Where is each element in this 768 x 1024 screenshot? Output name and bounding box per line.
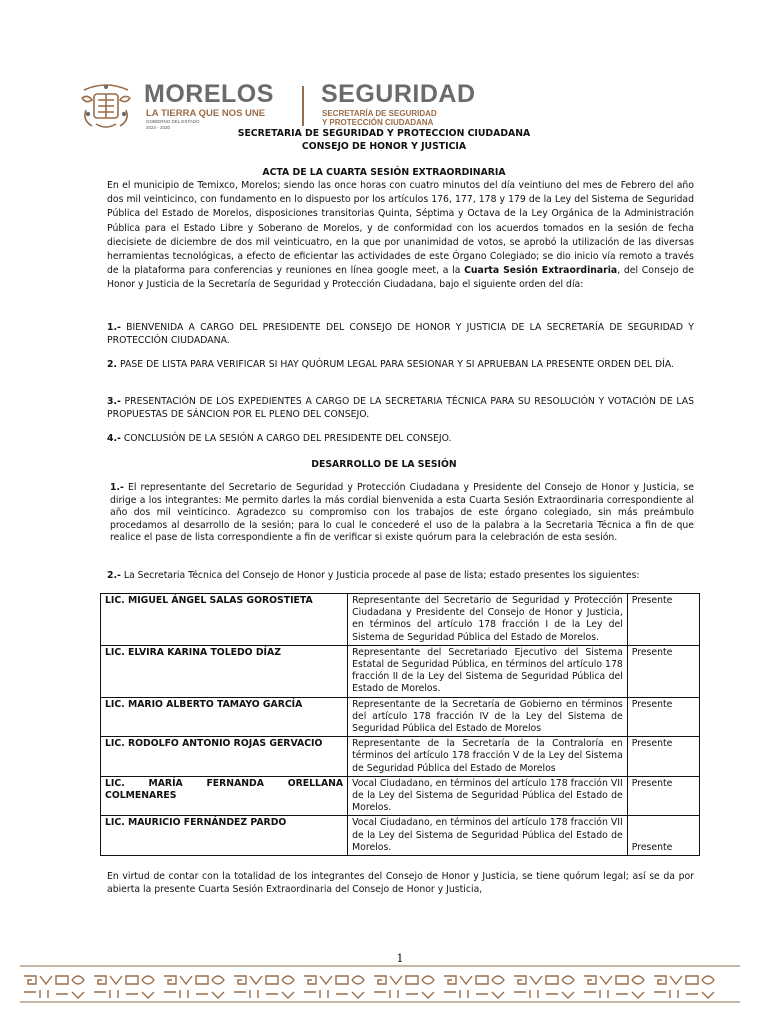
header-divider — [302, 86, 304, 126]
attendee-role: Vocal Ciudadano, en términos del artículo 178 fracción VII de la Ley del Sistema de Seguridad Pública del Estado de Morelos. — [348, 816, 628, 856]
morelos-tagline: LA TIERRA QUE NOS UNE — [146, 108, 266, 119]
seguridad-subtitle: SECRETARÍA DE SEGURIDAD Y PROTECCIÓN CIUDADANA — [322, 109, 437, 127]
seguridad-wordmark: SEGURIDAD — [321, 80, 476, 108]
closing-paragraph: En virtud de contar con la totalidad de los integrantes del Consejo de Honor y Justicia, se tiene quórum legal; así se da por abierta la presente Cuarta Sesión Extraordinaria del Consejo de Honor y Justicia, — [107, 871, 694, 895]
table-row — [101, 737, 700, 777]
attendee-name: LIC. ELVIRA KARINA TOLEDO DÍAZ — [101, 645, 348, 697]
agenda-item-1: 1.- BIENVENIDA A CARGO DEL PRESIDENTE DEL CONSEJO DE HONOR Y JUSTICIA DE LA SECRETARÍA DE SEGURIDAD Y PROTECCIÓN CIUDADANA. — [107, 322, 694, 346]
agenda-item-2: 2. PASE DE LISTA PARA VERIFICAR SI HAY QUÓRUM LEGAL PARA SESIONAR Y SI APRUEBAN LA PRESENTE ORDEN DEL DÍA. — [107, 359, 675, 370]
desarrollo-point-2: 2.- La Secretaria Técnica del Consejo de Honor y Justicia procede al pase de lista; estado presentes los siguientes: — [107, 570, 640, 581]
intro-bold-session: Cuarta Sesión Extraordinaria — [464, 265, 618, 277]
desarrollo-point-1: 1.- El representante del Secretario de Seguridad y Protección Ciudadana y Presidente del Consejo de Honor y Justicia, se dirige a los integrantes: Me permito darles la más cordial bienvenida a esta Cuarta Sesión Extraordinaria correspondiente al año dos mil veinticinco. Agradezco su compromiso con los trabajos de este órgano colegiado, sin más preámbulo procedamos al desarrollo de la sesión; para lo cual le concederé el uso de la palabra a la Secretaria Técnica a fin de que realice el pase de lista correspondiente a fin de verificar si existe quórum para la celebración de esta sesión. — [110, 482, 694, 544]
attendee-status: Presente — [627, 645, 699, 697]
attendee-status: Presente — [627, 776, 699, 816]
morelos-seal-logo — [78, 80, 134, 132]
attendee-status: Presente — [627, 816, 699, 856]
attendee-status: Presente — [627, 697, 699, 737]
table-row — [101, 645, 700, 697]
attendee-name: LIC. MIGUEL ÁNGEL SALAS GOROSTIETA — [101, 594, 348, 646]
desarrollo-title: DESARROLLO DE LA SESIÓN — [311, 459, 457, 470]
agenda-item-3: 3.- PRESENTACIÓN DE LOS EXPEDIENTES A CARGO DE LA SECRETARIA TÉCNICA PARA SU RESOLUCIÓN Y VOTACIÓN DE LAS PROPUESTAS DE SÁNCION POR EL PLENO DEL CONSEJO. — [107, 396, 694, 420]
decorative-footer-border — [20, 964, 740, 1004]
acta-title: ACTA DE LA CUARTA SESIÓN EXTRAORDINARIA — [262, 167, 506, 178]
attendee-role: Vocal Ciudadano, en términos del artículo 178 fracción VII de la Ley del Sistema de Seguridad Pública del Estado de Morelos. — [348, 776, 628, 816]
attendee-role: Representante del Secretariado Ejecutivo del Sistema Estatal de Seguridad Pública, en términos del artículo 178 fracción II de la Ley del Sistema de Seguridad Pública del Estado de Morelos. — [348, 645, 628, 697]
attendee-status: Presente — [627, 737, 699, 777]
document-header — [78, 78, 498, 132]
attendee-name: LIC. MAURICIO FERNÁNDEZ PARDO — [101, 816, 348, 856]
attendee-name: LIC. RODOLFO ANTONIO ROJAS GERVACIO — [101, 737, 348, 777]
attendance-table — [100, 593, 700, 856]
attendee-name: LIC. MARÍA FERNANDA ORELLANA COLMENARES — [101, 776, 348, 816]
doc-title-secretaria: SECRETARIA DE SEGURIDAD Y PROTECCION CIUDADANA — [237, 128, 531, 139]
page-number: 1 — [396, 952, 404, 965]
attendee-name: LIC. MARIO ALBERTO TAMAYO GARCÍA — [101, 697, 348, 737]
intro-paragraph: En el municipio de Temixco, Morelos; siendo las once horas con cuatro minutos del día veintiuno del mes de Febrero del año dos mil veinticinco, con fundamento en lo dispuesto por los artículos 176, 177, 178 y 179 de la Ley del Sistema de Seguridad Pública del Estado de Morelos, disposiciones transitorias Quinta, Séptima y Octava de la Ley Orgánica de la Administración Pública para el Estado Libre y Soberano de Morelos, y de conformidad con los acuerdos tomados en la sesión de fecha diecisiete de diciembre de dos mil veinticuatro, en la que por unanimidad de votos, se aprobó la utilización de las diversas herramientas tecnológicas, a efecto de eficientar las actividades de este Órgano Colegiado; se dio inicio vía remoto a través de la plataforma para conferencias y reuniones en línea google meet, a la Cuarta Sesión Extraordinaria, del Consejo de Honor y Justicia de la Secretaría de Seguridad y Protección Ciudadana, bajo el siguiente orden del día: — [107, 180, 694, 291]
morelos-wordmark: MORELOS — [144, 80, 274, 108]
table-row — [101, 816, 700, 856]
morelos-small-text: GOBIERNO DEL ESTADO 2024 - 2030 — [146, 119, 200, 130]
attendee-role: Representante del Secretario de Seguridad y Protección Ciudadana y Presidente del Consejo de Honor y Justicia, en términos del artículo 178 fracción I de la Ley del Sistema de Seguridad Pública del Estado de Morelos. — [348, 594, 628, 646]
table-row — [101, 697, 700, 737]
attendee-role: Representante de la Secretaría de la Contraloría en términos del artículo 178 fracción V de la Ley del Sistema de Seguridad Pública del Estado de Morelos — [348, 737, 628, 777]
table-row — [101, 776, 700, 816]
attendee-status: Presente — [627, 594, 699, 646]
table-row — [101, 594, 700, 646]
doc-title-consejo: CONSEJO DE HONOR Y JUSTICIA — [301, 141, 467, 152]
attendee-role: Representante de la Secretaría de Gobierno en términos del artículo 178 fracción IV de la Ley del Sistema de Seguridad Pública del Estado de Morelos — [348, 697, 628, 737]
agenda-item-4: 4.- CONCLUSIÓN DE LA SESIÓN A CARGO DEL PRESIDENTE DEL CONSEJO. — [107, 433, 452, 444]
